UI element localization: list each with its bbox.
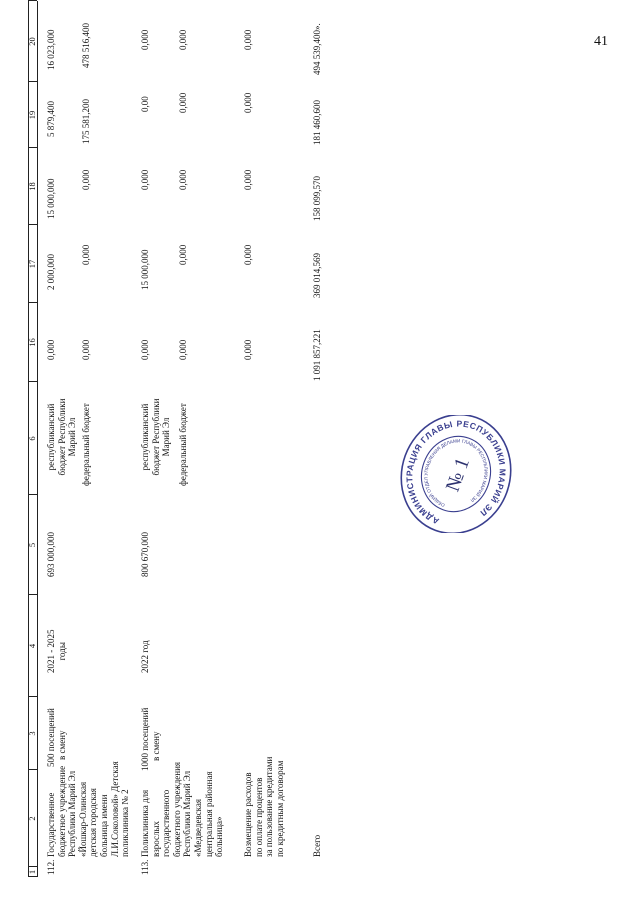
- text-line: больница имени: [99, 794, 110, 857]
- value-col-16: 0,000: [81, 339, 91, 360]
- value-col-20: 16 023,000: [46, 29, 56, 70]
- value-col-20: 0,000: [140, 29, 150, 50]
- text-line: Республики Марий Эл: [67, 770, 78, 857]
- value-col-18: 0,000: [81, 169, 91, 190]
- text-line: 1000 посещений: [140, 707, 150, 771]
- text-line: в смену: [56, 730, 67, 760]
- value-col-17: 2 000,000: [46, 254, 56, 290]
- text-line: Поликлиника для: [140, 789, 150, 857]
- value-col-16: 0,000: [46, 339, 56, 360]
- header-bottom-rule: [37, 1, 38, 877]
- text-line: по оплате процентов: [253, 777, 264, 857]
- text-line: Марий Эл: [67, 417, 78, 457]
- text-line: центральная районная: [203, 771, 214, 857]
- text-line: Государственное: [46, 792, 56, 857]
- facility-name: [140, 761, 225, 857]
- total-col-18: 158 099,570: [312, 176, 322, 221]
- value-col-17: 15 000,000: [140, 249, 150, 290]
- text-line: бюджет Республики: [150, 398, 161, 476]
- value-col-20: 0,000: [243, 29, 253, 50]
- text-line: больница»: [214, 816, 225, 857]
- text-line: взрослых: [150, 820, 161, 857]
- row-number: 113.: [140, 859, 150, 875]
- estimated-cost: 800 670,000: [140, 532, 150, 577]
- value-col-18: 0,000: [178, 169, 188, 190]
- funding-source: федеральный бюджет: [81, 403, 91, 486]
- stamp-inner-text: ОБЩИЙ ОТДЕЛ УПРАВЛЕНИЯ ДЕЛАМИ ГЛАВЫ РЕСПУБЛИКИ МАРИЙ ЭЛ: [423, 438, 489, 508]
- text-line: Республики Марий Эл: [182, 770, 193, 857]
- text-line: по кредитным договорам: [274, 760, 285, 857]
- total-col-20: 494 539,400».: [312, 23, 322, 75]
- text-line: «Медведевская: [193, 798, 204, 857]
- value-col-20: 478 516,400: [81, 23, 91, 68]
- header-col-5: 5: [27, 542, 37, 548]
- text-line: за пользование кредитами: [264, 756, 275, 857]
- header-col-6: 6: [27, 436, 37, 441]
- value-col-17: 0,000: [178, 244, 188, 265]
- text-line: республиканский: [140, 403, 150, 471]
- text-line: поликлиника № 2: [120, 789, 131, 857]
- text-line: Марий Эл: [161, 417, 172, 457]
- expense-description: [243, 757, 285, 857]
- header-col-19: 19: [27, 110, 37, 120]
- total-col-16: 1 091 857,221: [312, 329, 322, 381]
- text-line: детская городская: [88, 788, 99, 857]
- value-col-17: 0,000: [243, 244, 253, 265]
- header-col-3: 3: [27, 731, 37, 736]
- row-number: 112.: [46, 859, 56, 875]
- page-number: 41: [594, 34, 608, 49]
- value-col-16: 0,000: [178, 339, 188, 360]
- header-col-20: 20: [27, 37, 37, 46]
- value-col-19: 0,000: [178, 92, 188, 113]
- value-col-18: 0,000: [243, 169, 253, 190]
- funding-source: [46, 387, 78, 487]
- funding-source: федеральный бюджет: [178, 403, 188, 486]
- value-col-18: 0,000: [140, 169, 150, 190]
- stamp-number: № 1: [441, 454, 475, 495]
- value-col-19: 0,000: [243, 92, 253, 113]
- header-col-16: 16: [27, 338, 37, 347]
- text-line: республиканский: [46, 403, 56, 471]
- total-col-19: 181 460,600: [312, 100, 322, 145]
- value-col-16: 0,000: [140, 339, 150, 360]
- text-line: бюджетного учреждения: [171, 761, 182, 857]
- text-line: 500 посещений: [46, 708, 56, 767]
- period: 2022 год: [140, 640, 150, 673]
- value-col-17: 0,000: [81, 244, 91, 265]
- header-col-17: 17: [27, 259, 37, 269]
- header-col-2: 2: [27, 816, 37, 821]
- period: [46, 630, 67, 674]
- text-line: Л.И.Соколовой» Детская: [109, 761, 120, 857]
- text-line: «Йошкар-Олинская: [77, 781, 88, 857]
- capacity: [140, 708, 161, 771]
- total-col-17: 369 014,569: [312, 253, 322, 298]
- official-stamp: [388, 415, 524, 533]
- facility-name: [46, 761, 131, 857]
- funding-source: [140, 387, 172, 487]
- text-line: Возмещение расходов: [243, 772, 253, 857]
- header-col-1: 1: [27, 869, 37, 875]
- text-line: 2021 - 2025: [46, 629, 56, 673]
- total-label: Всего: [312, 834, 322, 857]
- value-col-20: 0,000: [178, 29, 188, 50]
- estimated-cost: 693 000,000: [46, 532, 56, 577]
- value-col-16: 0,000: [243, 339, 253, 360]
- stamp-outer-text: АДМИНИСТРАЦИЯ ГЛАВЫ РЕСПУБЛИКИ МАРИЙ ЭЛ: [404, 418, 508, 527]
- text-line: бюджет Республики: [56, 398, 67, 476]
- text-line: годы: [56, 642, 67, 661]
- value-col-19: 0,00: [140, 96, 150, 112]
- value-col-19: 5 879,400: [46, 101, 56, 137]
- text-line: государственного: [161, 789, 172, 857]
- header-col-4: 4: [27, 643, 37, 649]
- capacity: [46, 708, 67, 767]
- header-col-18: 18: [27, 182, 37, 191]
- text-line: в смену: [150, 731, 161, 761]
- value-col-19: 175 581,200: [81, 99, 91, 144]
- text-line: бюджетное учреждение: [56, 765, 67, 857]
- value-col-18: 15 000,000: [46, 178, 56, 219]
